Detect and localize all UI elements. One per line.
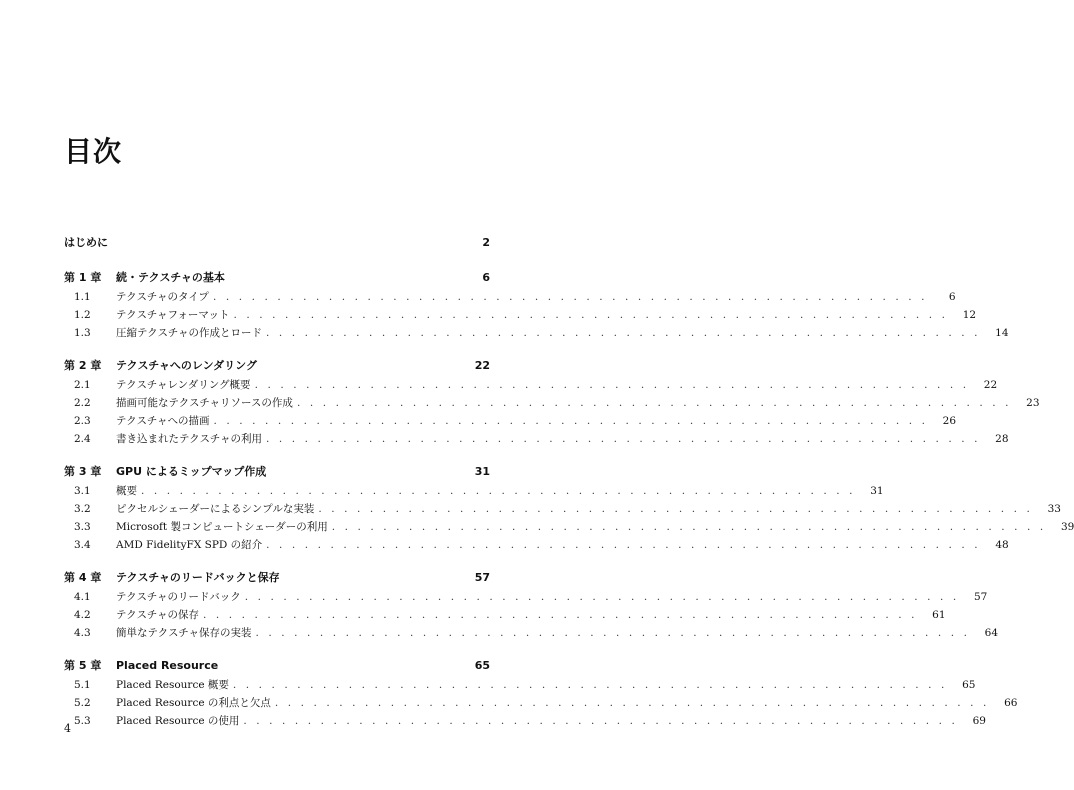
footer-page-number: 4 bbox=[64, 722, 71, 735]
toc-chapter-4[interactable] bbox=[64, 569, 490, 589]
toc-intro-entry[interactable] bbox=[64, 234, 490, 254]
section-number: 1.3 bbox=[74, 327, 91, 339]
section-title: テクスチャのリードバック bbox=[116, 591, 241, 603]
section-page: 64 bbox=[984, 627, 999, 639]
chapter-page: 31 bbox=[474, 465, 490, 478]
section-page: 65 bbox=[962, 679, 976, 691]
section-number: 4.3 bbox=[74, 627, 91, 639]
chapter-number: 第 5 章 bbox=[64, 659, 102, 672]
section-title: テクスチャレンダリング概要 bbox=[116, 379, 251, 391]
section-page: 6 bbox=[948, 291, 956, 303]
section-title: 概要 bbox=[116, 485, 137, 497]
toc-section-4-2[interactable] bbox=[64, 607, 946, 625]
toc-section-3-2[interactable] bbox=[64, 501, 1061, 519]
section-title: テクスチャへの描画 bbox=[116, 415, 210, 427]
section-page: 57 bbox=[973, 591, 988, 603]
toc-section-3-3[interactable] bbox=[64, 519, 1074, 537]
chapter-number: 第 3 章 bbox=[64, 465, 102, 478]
section-number: 2.1 bbox=[74, 379, 91, 391]
toc-section-1-1[interactable] bbox=[64, 289, 956, 307]
toc-chapter-3[interactable] bbox=[64, 463, 490, 483]
toc-section-5-3[interactable] bbox=[64, 713, 986, 731]
toc-section-3-1[interactable] bbox=[64, 483, 884, 501]
dot-leader bbox=[262, 327, 989, 339]
dot-leader bbox=[209, 291, 936, 303]
dot-leader bbox=[328, 521, 1055, 533]
toc-section-1-3[interactable] bbox=[64, 325, 1009, 343]
dot-leader bbox=[239, 715, 966, 727]
section-title: Placed Resource の使用 bbox=[116, 715, 240, 727]
toc-chapter-2[interactable] bbox=[64, 357, 490, 377]
section-number: 4.1 bbox=[74, 591, 91, 603]
section-title: 書き込まれたテクスチャの利用 bbox=[116, 433, 262, 445]
section-title: 描画可能なテクスチャリソースの作成 bbox=[116, 397, 293, 409]
dot-leader bbox=[209, 415, 936, 427]
section-number: 5.1 bbox=[74, 679, 91, 691]
section-page: 31 bbox=[870, 485, 884, 497]
section-page: 12 bbox=[962, 309, 977, 321]
section-title: テクスチャのタイプ bbox=[116, 291, 209, 303]
section-page: 39 bbox=[1060, 521, 1074, 533]
section-title: 圧縮テクスチャの作成とロード bbox=[116, 327, 262, 339]
section-page: 33 bbox=[1047, 503, 1061, 515]
toc-section-5-2[interactable] bbox=[64, 695, 1018, 713]
toc-intro-title: はじめに bbox=[64, 236, 108, 249]
chapter-page: 65 bbox=[474, 659, 490, 672]
section-title: Placed Resource の利点と欠点 bbox=[116, 697, 271, 709]
section-page: 61 bbox=[932, 609, 946, 621]
section-title: Microsoft 製コンピュートシェーダーの利用 bbox=[116, 521, 328, 533]
chapter-number: 第 2 章 bbox=[64, 359, 102, 372]
section-number: 1.2 bbox=[74, 309, 91, 321]
toc-section-2-2[interactable] bbox=[64, 395, 1040, 413]
section-page: 22 bbox=[983, 379, 998, 391]
section-title: テクスチャの保存 bbox=[116, 609, 199, 621]
section-title: ピクセルシェーダーによるシンプルな実装 bbox=[116, 503, 315, 515]
chapter-title: Placed Resource bbox=[116, 659, 219, 672]
section-number: 4.2 bbox=[74, 609, 91, 621]
toc-section-4-1[interactable] bbox=[64, 589, 988, 607]
section-title: AMD FidelityFX SPD の紹介 bbox=[116, 539, 263, 551]
section-number: 3.4 bbox=[74, 539, 91, 551]
dot-leader bbox=[293, 397, 1020, 409]
section-number: 2.3 bbox=[74, 415, 91, 427]
toc-section-1-2[interactable] bbox=[64, 307, 977, 325]
dot-leader bbox=[262, 433, 989, 445]
dot-leader bbox=[137, 485, 864, 497]
toc-section-2-4[interactable] bbox=[64, 431, 1009, 449]
toc-section-2-1[interactable] bbox=[64, 377, 998, 395]
section-number: 3.3 bbox=[74, 521, 91, 533]
section-title: 簡単なテクスチャ保存の実装 bbox=[116, 627, 252, 639]
chapter-page: 57 bbox=[474, 571, 490, 584]
page-title: 目次 bbox=[64, 135, 123, 168]
toc-chapter-1[interactable] bbox=[64, 269, 490, 289]
chapter-title: テクスチャのリードバックと保存 bbox=[116, 571, 280, 584]
dot-leader bbox=[251, 627, 978, 639]
table-of-contents bbox=[64, 234, 1074, 731]
section-number: 5.3 bbox=[74, 715, 91, 727]
section-number: 1.1 bbox=[74, 291, 91, 303]
chapter-title: GPU によるミップマップ作成 bbox=[116, 465, 267, 478]
chapter-title: 続・テクスチャの基本 bbox=[116, 271, 225, 284]
dot-leader bbox=[199, 609, 926, 621]
section-page: 48 bbox=[995, 539, 1009, 551]
dot-leader bbox=[229, 679, 956, 691]
section-title: テクスチャフォーマット bbox=[116, 309, 230, 321]
chapter-number: 第 1 章 bbox=[64, 271, 102, 284]
chapter-page: 6 bbox=[482, 271, 490, 284]
dot-leader bbox=[241, 591, 968, 603]
section-title: Placed Resource 概要 bbox=[116, 679, 229, 691]
dot-leader bbox=[230, 309, 957, 321]
section-number: 3.1 bbox=[74, 485, 91, 497]
section-page: 14 bbox=[995, 327, 1009, 339]
dot-leader bbox=[262, 539, 989, 551]
dot-leader bbox=[251, 379, 978, 391]
section-page: 28 bbox=[995, 433, 1009, 445]
dot-leader bbox=[271, 697, 998, 709]
dot-leader bbox=[314, 503, 1041, 515]
toc-section-2-3[interactable] bbox=[64, 413, 957, 431]
section-number: 2.4 bbox=[74, 433, 91, 445]
toc-section-3-4[interactable] bbox=[64, 537, 1009, 555]
section-page: 66 bbox=[1004, 697, 1018, 709]
toc-intro-page: 2 bbox=[482, 236, 490, 249]
section-page: 26 bbox=[942, 415, 957, 427]
section-number: 5.2 bbox=[74, 697, 91, 709]
section-page: 69 bbox=[972, 715, 986, 727]
section-page: 23 bbox=[1026, 397, 1040, 409]
section-number: 3.2 bbox=[74, 503, 91, 515]
chapter-title: テクスチャへのレンダリング bbox=[116, 359, 257, 372]
section-number: 2.2 bbox=[74, 397, 91, 409]
toc-chapter-5[interactable] bbox=[64, 657, 490, 677]
chapter-page: 22 bbox=[474, 359, 490, 372]
chapter-number: 第 4 章 bbox=[64, 571, 102, 584]
toc-section-5-1[interactable] bbox=[64, 677, 976, 695]
toc-section-4-3[interactable] bbox=[64, 625, 999, 643]
